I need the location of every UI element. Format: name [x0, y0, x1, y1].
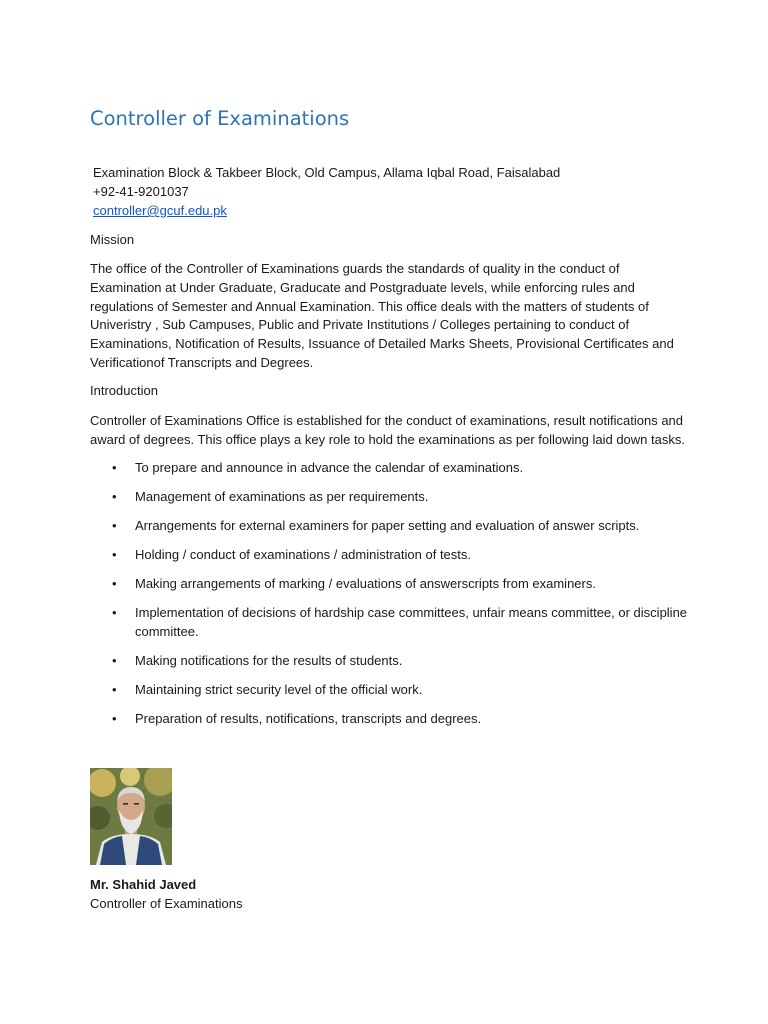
page-title: Controller of Examinations	[90, 107, 350, 130]
profile-photo	[90, 768, 172, 865]
bullet-icon: •	[112, 576, 117, 591]
list-item	[90, 574, 690, 593]
contact-address: Examination Block & Takbeer Block, Old Campus, Allama Iqbal Road, Faisalabad	[93, 165, 561, 180]
task-text: Management of examinations as per requirements.	[135, 489, 429, 504]
contact-phone: +92-41-9201037	[93, 184, 189, 199]
list-item	[90, 545, 690, 564]
list-item	[90, 651, 690, 670]
task-text: Making notifications for the results of students.	[135, 653, 403, 668]
introduction-heading: Introduction	[90, 383, 158, 398]
list-item	[90, 516, 690, 535]
mission-text: The office of the Controller of Examinations guards the standards of quality in the conduct of Examination at Under Graduate, Graducate and Postgraduate levels, while enforcing rules and regulations of Semester and Annual Examination. This office deals with the matters of students of Univeristry , Sub Campuses, Public and Private Institutions / Colleges pertaining to conduct of Examinations, Notification of Results, Issuance of Detailed Marks Sheets, Provisional Certificates and Verificationof Transcripts and Degrees.	[90, 261, 674, 370]
portrait-image	[90, 768, 172, 865]
list-item	[90, 680, 690, 699]
bullet-icon: •	[112, 682, 117, 697]
profile-role: Controller of Examinations	[90, 896, 243, 911]
list-item	[90, 603, 690, 641]
task-text: Making arrangements of marking / evaluations of answerscripts from examiners.	[135, 576, 596, 591]
bullet-icon: •	[112, 489, 117, 504]
task-text: To prepare and announce in advance the calendar of examinations.	[135, 460, 524, 475]
bullet-icon: •	[112, 711, 117, 726]
bullet-icon: •	[112, 605, 117, 620]
list-item	[90, 709, 690, 728]
tasks-list	[90, 458, 690, 738]
contact-email-link[interactable]: controller@gcuf.edu.pk	[93, 203, 227, 218]
bullet-icon: •	[112, 547, 117, 562]
list-item	[90, 458, 690, 477]
profile-name: Mr. Shahid Javed	[90, 877, 197, 892]
bullet-icon: •	[112, 518, 117, 533]
task-text: Holding / conduct of examinations / administration of tests.	[135, 547, 472, 562]
contact-block	[93, 163, 560, 220]
introduction-text: Controller of Examinations Office is established for the conduct of examinations, result notifications and award of degrees. This office plays a key role to hold the examinations as per following laid down tasks.	[90, 413, 685, 447]
mission-heading: Mission	[90, 232, 135, 247]
task-text: Arrangements for external examiners for paper setting and evaluation of answer scripts.	[135, 518, 640, 533]
task-text: Implementation of decisions of hardship case committees, unfair means committee, or discipline committee.	[135, 605, 688, 639]
task-text: Preparation of results, notifications, transcripts and degrees.	[135, 711, 482, 726]
bullet-icon: •	[112, 460, 117, 475]
bullet-icon: •	[112, 653, 117, 668]
list-item	[90, 487, 690, 506]
task-text: Maintaining strict security level of the official work.	[135, 682, 423, 697]
